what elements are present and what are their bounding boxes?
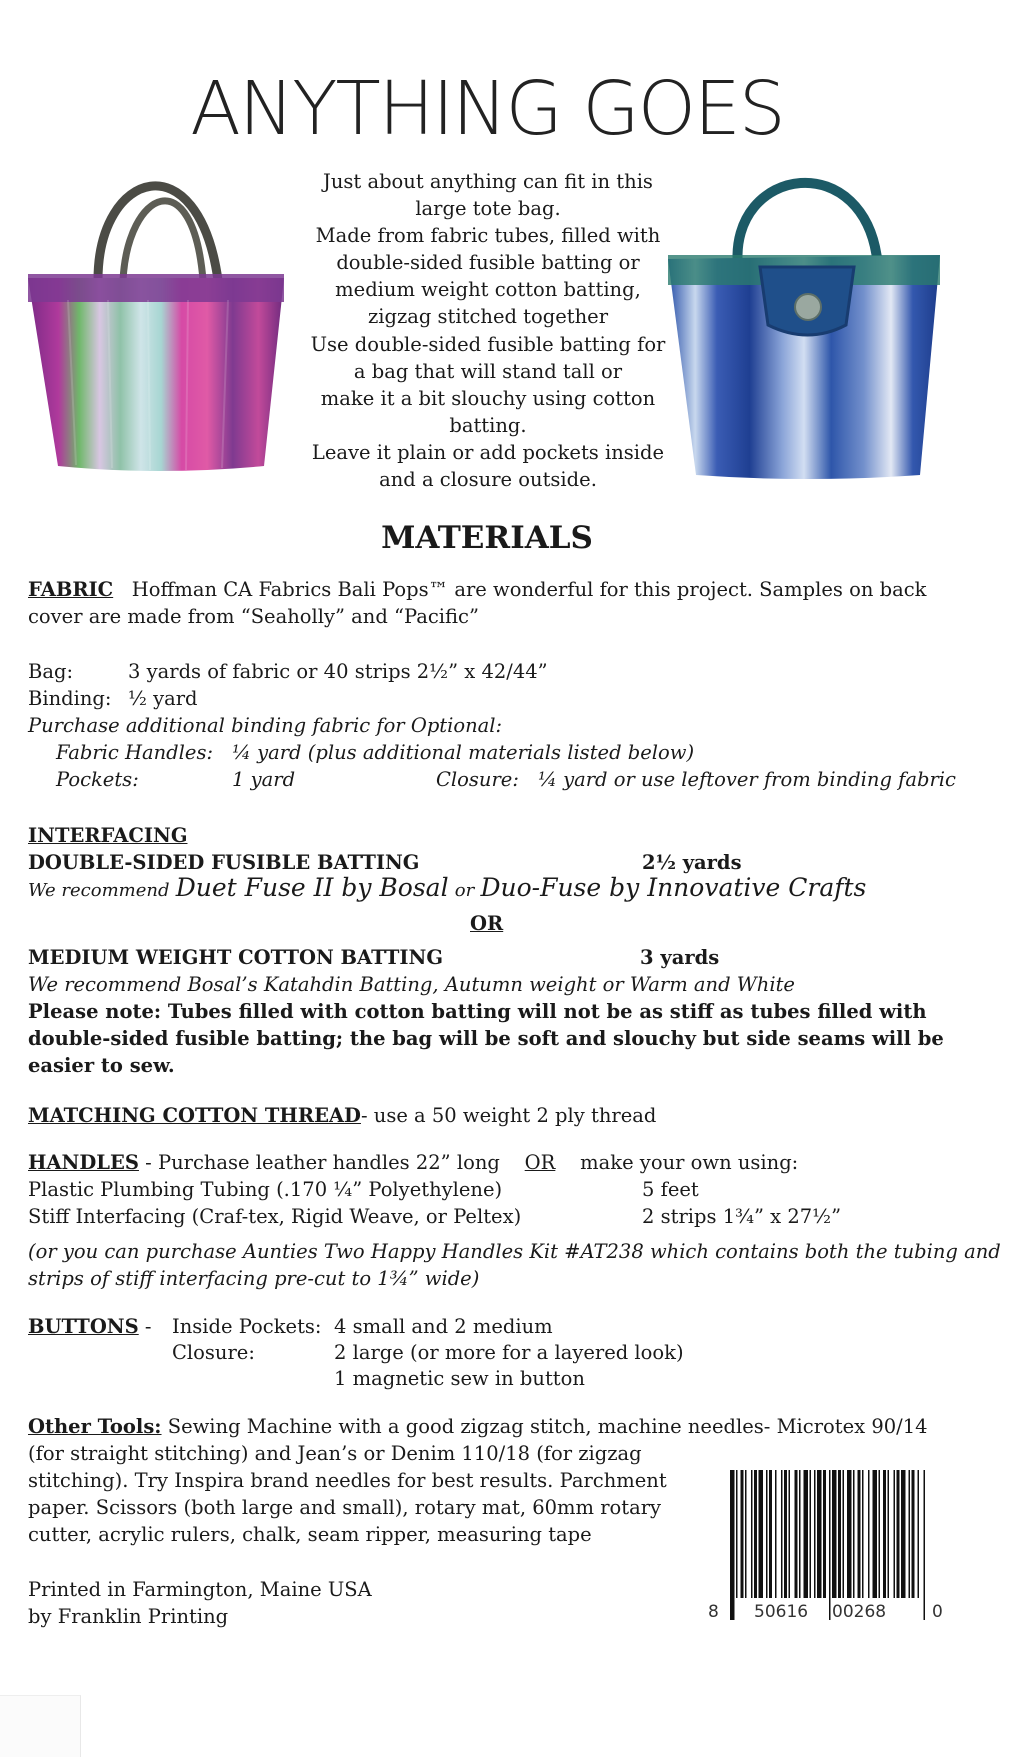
handles-or: OR [524, 1151, 556, 1174]
barcode-bar [810, 1470, 812, 1598]
rec-prefix: We recommend [28, 880, 170, 901]
purple-tote-bag-image [28, 150, 284, 476]
tools-line-1 [28, 1413, 928, 1440]
fusible-recommendation [28, 874, 866, 904]
barcode-bar [829, 1470, 831, 1620]
tools-text: Sewing Machine with a good zigzag stitch, machine needles- Microtex 90/14 [167, 1415, 928, 1438]
fabric-line-2: cover are made from “Seaholly” and “Pacific” [28, 605, 479, 628]
tools-label: Other Tools: [28, 1415, 162, 1438]
pockets-label: Pockets: [56, 768, 139, 791]
barcode-bar [736, 1470, 738, 1598]
barcode-bar [745, 1470, 747, 1598]
intro-line: batting. [449, 413, 527, 437]
barcode-bar [888, 1470, 890, 1598]
barcode-bars [704, 1470, 944, 1626]
handles-label: HANDLES [28, 1151, 139, 1174]
barcode-bar [883, 1470, 886, 1598]
fusible-batting-amount: 2½ yards [642, 851, 742, 874]
tools-line: (for straight stitching) and Jean’s or Denim 110/18 (for zigzag [28, 1442, 642, 1465]
intro-line: and a closure outside. [379, 468, 597, 492]
page-title: ANYTHING GOES [190, 66, 784, 152]
barcode-bar [781, 1470, 783, 1598]
stiff-interfacing-value: 2 strips 1¾” x 27½” [642, 1205, 842, 1228]
barcode-bar [873, 1470, 878, 1598]
note-line: easier to sew. [28, 1054, 175, 1077]
intro-line: large tote bag. [415, 197, 561, 221]
rec-a: Duet Fuse II by Bosal [175, 873, 449, 902]
barcode-bar [804, 1470, 809, 1598]
barcode-bar [769, 1470, 772, 1598]
optional-note: Purchase additional binding fabric for Optional: [28, 714, 503, 737]
barcode-bar [784, 1470, 787, 1598]
barcode-digits-3: 00268 [832, 1602, 887, 1622]
handles-text: - Purchase leather handles 22” long [145, 1151, 500, 1174]
interfacing-label: INTERFACING [28, 824, 188, 847]
barcode-bar [853, 1470, 855, 1598]
barcode-digit-4: 0 [932, 1602, 943, 1622]
barcode-bar [817, 1470, 822, 1598]
cotton-batting-label: MEDIUM WEIGHT COTTON BATTING [28, 946, 444, 969]
barcode-bar [838, 1470, 841, 1598]
handles-line [28, 1149, 798, 1176]
barcode-bar [759, 1470, 764, 1598]
barcode-digit-1: 8 [708, 1602, 719, 1622]
barcode-bar [843, 1470, 845, 1598]
handles-text-2: make your own using: [580, 1151, 799, 1174]
tubing-label: Plastic Plumbing Tubing (.170 ¼” Polyethylene) [28, 1178, 503, 1201]
fabric-text: Hoffman CA Fabrics Bali Pops™ are wonderful for this project. Samples on back [131, 578, 927, 601]
thread-label: MATCHING COTTON THREAD [28, 1104, 361, 1127]
bag-value: 3 yards of fabric or 40 strips 2½” x 42/44” [128, 660, 548, 683]
barcode-bar [897, 1470, 900, 1598]
materials-heading: MATERIALS [381, 520, 593, 556]
intro-line: medium weight cotton batting, [335, 278, 641, 302]
barcode-bar [754, 1470, 757, 1598]
printed-by: by Franklin Printing [28, 1605, 229, 1628]
barcode-bar [741, 1470, 744, 1598]
barcode-bar [862, 1470, 864, 1598]
inside-pockets-label: Inside Pockets: [172, 1315, 322, 1338]
barcode-bar [901, 1470, 906, 1598]
barcode-bar [775, 1470, 777, 1598]
tubing-value: 5 feet [642, 1178, 699, 1201]
barcode-bar [766, 1470, 768, 1598]
barcode-bar [751, 1470, 753, 1598]
please-note [28, 998, 944, 1079]
barcode-bar [879, 1470, 881, 1598]
intro-line: zigzag stitched together [367, 305, 609, 329]
buttons-closure-value-2: 1 magnetic sew in button [334, 1367, 585, 1390]
binding-label: Binding: [28, 687, 112, 710]
intro-line: Just about anything can fit in this [323, 170, 653, 193]
printed-location: Printed in Farmington, Maine USA [28, 1578, 372, 1601]
intro-line: Use double-sided fusible batting for [310, 332, 666, 356]
fusible-batting-label: DOUBLE-SIDED FUSIBLE BATTING [28, 851, 420, 874]
intro-line: a bag that will stand tall or [353, 359, 623, 383]
fabric-handles-label: Fabric Handles: [56, 741, 214, 764]
buttons-label: BUTTONS [28, 1315, 139, 1338]
pockets-value: 1 yard [232, 768, 296, 791]
rec-b: Duo-Fuse by Innovative Crafts [480, 873, 867, 902]
intro-line: make it a bit slouchy using cotton [320, 386, 656, 410]
intro-line: double-sided fusible batting or [336, 251, 640, 275]
or-divider: OR [470, 912, 504, 935]
barcode-digits-2: 50616 [754, 1602, 809, 1622]
rec-or: or [454, 880, 475, 901]
barcode-bar [832, 1470, 837, 1598]
intro-line: Leave it plain or add pockets inside [311, 440, 665, 464]
note-line: Please note: Tubes filled with cotton batting will not be as stiff as tubes filled with [28, 1000, 927, 1023]
cotton-recommendation: We recommend Bosal’s Katahdin Batting, Autumn weight or Warm and White [28, 973, 795, 996]
inside-pockets-value: 4 small and 2 medium [334, 1315, 553, 1338]
kit-note-1: (or you can purchase Aunties Two Happy Handles Kit #AT238 which contains both the tubing and [28, 1240, 1001, 1263]
barcode-bar [730, 1470, 735, 1620]
corner-mark [0, 1695, 81, 1757]
cotton-batting-amount: 3 yards [640, 946, 720, 969]
binding-value: ½ yard [128, 687, 198, 710]
tools-line: cutter, acrylic rulers, chalk, seam ripper, measuring tape [28, 1523, 592, 1546]
barcode-bar [795, 1470, 798, 1598]
barcode-bar [799, 1470, 801, 1598]
note-line: double-sided fusible batting; the bag will be soft and slouchy but side seams will be [28, 1027, 944, 1050]
barcode-bar [858, 1470, 861, 1598]
barcode-bar [868, 1470, 870, 1598]
tools-line: paper. Scissors (both large and small), rotary mat, 60mm rotary [28, 1496, 662, 1519]
barcode-bar [918, 1470, 920, 1598]
bag-label: Bag: [28, 660, 74, 683]
buttons-closure-value-1: 2 large (or more for a layered look) [334, 1341, 684, 1364]
fabric-line-1 [28, 576, 926, 603]
barcode-bar [847, 1470, 852, 1598]
stiff-interfacing-label: Stiff Interfacing (Craf-tex, Rigid Weave, or Peltex) [28, 1205, 522, 1228]
barcode [704, 1470, 944, 1626]
barcode-bar [789, 1470, 791, 1598]
fabric-label: FABRIC [28, 578, 114, 601]
buttons-line [28, 1313, 152, 1340]
buttons-closure-label: Closure: [172, 1341, 255, 1364]
fabric-handles-value: ¼ yard (plus additional materials listed below) [232, 741, 695, 764]
barcode-bar [894, 1470, 896, 1598]
blue-tote-bag-image [668, 155, 940, 480]
closure-label: Closure: [436, 768, 519, 791]
buttons-dash: - [144, 1315, 152, 1338]
barcode-bar [909, 1470, 911, 1598]
barcode-bar [823, 1470, 826, 1598]
barcode-bar [814, 1470, 816, 1598]
thread-text: - use a 50 weight 2 ply thread [360, 1104, 657, 1127]
barcode-bar [924, 1470, 926, 1620]
thread-line [28, 1102, 656, 1129]
tools-line: stitching). Try Inspira brand needles for best results. Parchment [28, 1469, 667, 1492]
kit-note-2: strips of stiff interfacing pre-cut to 1¾” wide) [28, 1267, 480, 1290]
intro-line: Made from fabric tubes, filled with [315, 224, 661, 248]
barcode-bar [912, 1470, 915, 1598]
intro-paragraph [290, 168, 686, 493]
closure-value: ¼ yard or use leftover from binding fabric [538, 768, 956, 791]
